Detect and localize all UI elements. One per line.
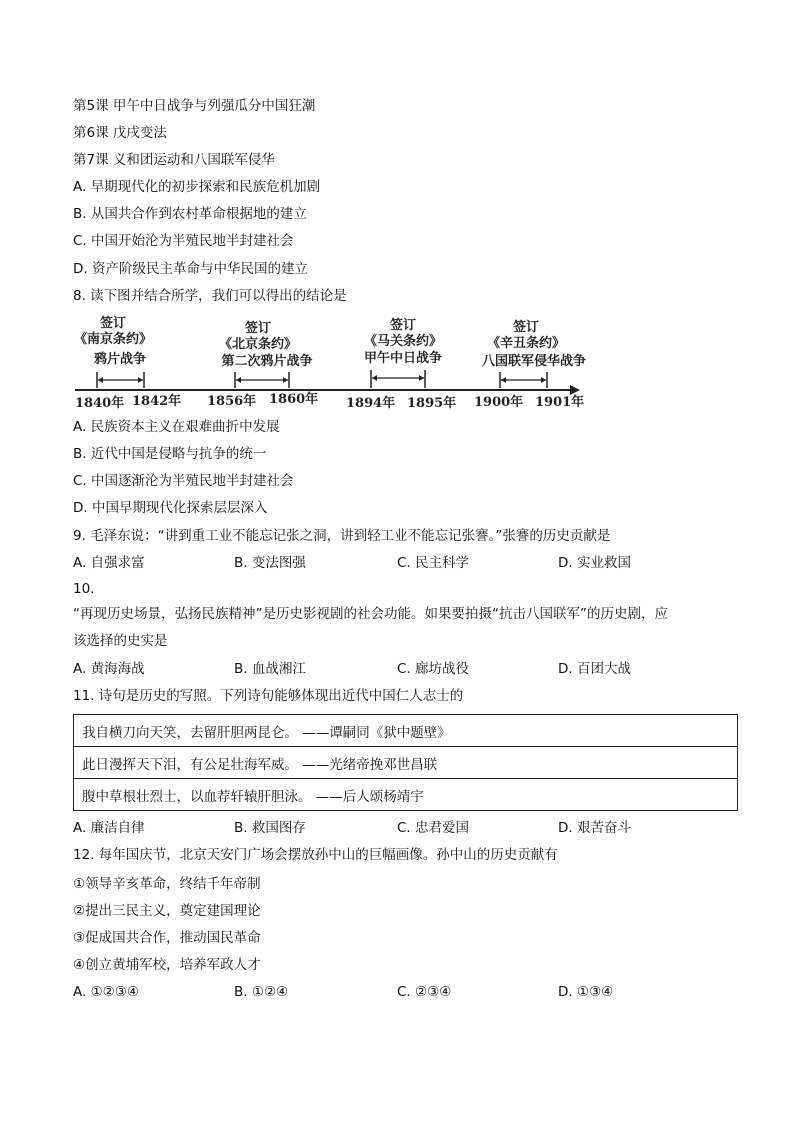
quote-1: 我自横刀向天笑，去留肝胆两昆仑。 ——谭嗣同《狱中题壁》 xyxy=(74,715,738,747)
seg4-treaty: 《辛丑条约》 xyxy=(486,336,566,351)
seg2-war: 第二次鸦片战争 xyxy=(221,354,313,369)
seg4-arrow-left xyxy=(501,377,506,383)
q12-item-3: ③促成国共合作，推动国民革命 xyxy=(73,930,261,946)
seg1-treaty: 《南京条约》 xyxy=(73,332,153,347)
q9-option-b: B. 变法图强 xyxy=(234,555,306,571)
seg2-arrow-right xyxy=(283,377,288,383)
q8-stem: 8. 读下图并结合所学，我们可以得出的结论是 xyxy=(73,288,347,304)
q10-stem-line2: 该选择的史实是 xyxy=(73,633,168,649)
seg4-war: 八国联军侵华战争 xyxy=(481,354,587,369)
seg1-arrow-left xyxy=(98,377,103,383)
q12-item-4: ④创立黄埔军校，培养军政人才 xyxy=(73,957,261,973)
q11-option-d: D. 艰苦奋斗 xyxy=(558,820,631,836)
quote-row xyxy=(74,715,738,747)
q12-item-2: ②提出三民主义，奠定建国理论 xyxy=(73,903,261,919)
q11-option-c: C. 忠君爱国 xyxy=(397,820,470,836)
seg2-arrow-left xyxy=(236,377,241,383)
q7-option-b: B. 从国共合作到农村革命根据地的建立 xyxy=(73,206,307,222)
q8-option-a: A. 民族资本主义在艰难曲折中发展 xyxy=(73,419,280,435)
q10-stem-line1: “再现历史场景，弘扬民族精神”是历史影视剧的社会功能。如果要拍摄“抗击八国联军”的历史剧，应 xyxy=(73,606,668,622)
seg4-arrow-right xyxy=(541,377,546,383)
lesson-7: 第7课 义和团运动和八国联军侵华 xyxy=(73,152,275,168)
q9-option-a: A. 自强求富 xyxy=(73,555,145,571)
q11-option-b: B. 救国图存 xyxy=(234,820,306,836)
seg2-sign: 签订 xyxy=(244,321,272,336)
q12-option-d: D. ①③④ xyxy=(558,984,614,1000)
seg1-start-year: 1840年 xyxy=(75,396,125,411)
seg1-war: 鸦片战争 xyxy=(93,352,147,367)
q12-option-c: C. ②③④ xyxy=(397,984,452,1000)
timeline-arrow xyxy=(570,385,580,395)
seg3-end-year: 1895年 xyxy=(407,396,457,411)
seg2-treaty: 《北京条约》 xyxy=(218,337,298,352)
seg4-end-year: 1901年 xyxy=(535,395,585,410)
seg4-sign: 签订 xyxy=(512,320,540,335)
q12-option-b: B. ①②④ xyxy=(234,984,289,1000)
seg2-start-year: 1856年 xyxy=(207,394,257,409)
q10-option-c: C. 廊坊战役 xyxy=(397,661,470,677)
seg3-arrow-left xyxy=(372,375,377,381)
q8-option-c: C. 中国逐渐沦为半殖民地半封建社会 xyxy=(73,473,294,489)
q9-option-c: C. 民主科学 xyxy=(397,555,470,571)
seg3-sign: 签订 xyxy=(389,318,417,333)
q9-stem: 9. 毛泽东说：“讲到重工业不能忘记张之洞，讲到轻工业不能忘记张謇。”张謇的历史贡献是 xyxy=(73,528,611,544)
q7-option-d: D. 资产阶级民主革命与中华民国的建立 xyxy=(73,261,308,277)
quote-row xyxy=(74,779,738,811)
timeline-diagram xyxy=(70,312,590,412)
q8-option-d: D. 中国早期现代化探索层层深入 xyxy=(73,500,268,516)
q9-options xyxy=(73,554,723,572)
seg3-war: 甲午中日战争 xyxy=(363,351,443,366)
q12-item-1: ①领导辛亥革命，终结千年帝制 xyxy=(73,876,261,892)
quote-2: 此日漫挥天下泪，有公足壮海军威。 ——光绪帝挽邓世昌联 xyxy=(74,747,738,779)
seg3-treaty: 《马关条约》 xyxy=(363,334,443,349)
q7-option-a: A. 早期现代化的初步探索和民族危机加剧 xyxy=(73,179,321,195)
q9-option-d: D. 实业救国 xyxy=(558,555,631,571)
q11-quote-table xyxy=(73,714,738,811)
q8-option-b: B. 近代中国是侵略与抗争的统一 xyxy=(73,446,267,462)
seg3-start-year: 1894年 xyxy=(346,396,396,411)
quote-row xyxy=(74,747,738,779)
seg2-end-year: 1860年 xyxy=(269,392,319,407)
q10-option-b: B. 血战湘江 xyxy=(234,661,306,677)
q10-options xyxy=(73,660,723,678)
q10-option-a: A. 黄海海战 xyxy=(73,661,145,677)
q10-option-d: D. 百团大战 xyxy=(558,661,631,677)
q8-timeline xyxy=(70,312,590,412)
q7-option-c: C. 中国开始沦为半殖民地半封建社会 xyxy=(73,233,294,249)
seg1-end-year: 1842年 xyxy=(132,394,182,409)
seg4-start-year: 1900年 xyxy=(474,395,524,410)
q11-stem: 11. 诗句是历史的写照。下列诗句能够体现出近代中国仁人志士的 xyxy=(73,688,464,704)
seg1-sign: 签订 xyxy=(99,316,127,331)
quote-3: 腹中草根壮烈士，以血荐轩辕肝胆泳。 ——后人颂杨靖宇 xyxy=(74,779,738,811)
q11-option-a: A. 廉洁自律 xyxy=(73,820,145,836)
seg1-arrow-right xyxy=(138,377,143,383)
q12-stem: 12. 每年国庆节，北京天安门广场会摆放孙中山的巨幅画像。孙中山的历史贡献有 xyxy=(73,847,558,863)
q10-number: 10. xyxy=(73,581,95,597)
q12-option-a: A. ①②③④ xyxy=(73,984,139,1000)
lesson-6: 第6课 戊戌变法 xyxy=(73,125,167,141)
lesson-5: 第5课 甲午中日战争与列强瓜分中国狂潮 xyxy=(73,98,316,114)
seg3-arrow-right xyxy=(419,375,424,381)
q11-options xyxy=(73,819,723,837)
q12-options xyxy=(73,983,723,1001)
